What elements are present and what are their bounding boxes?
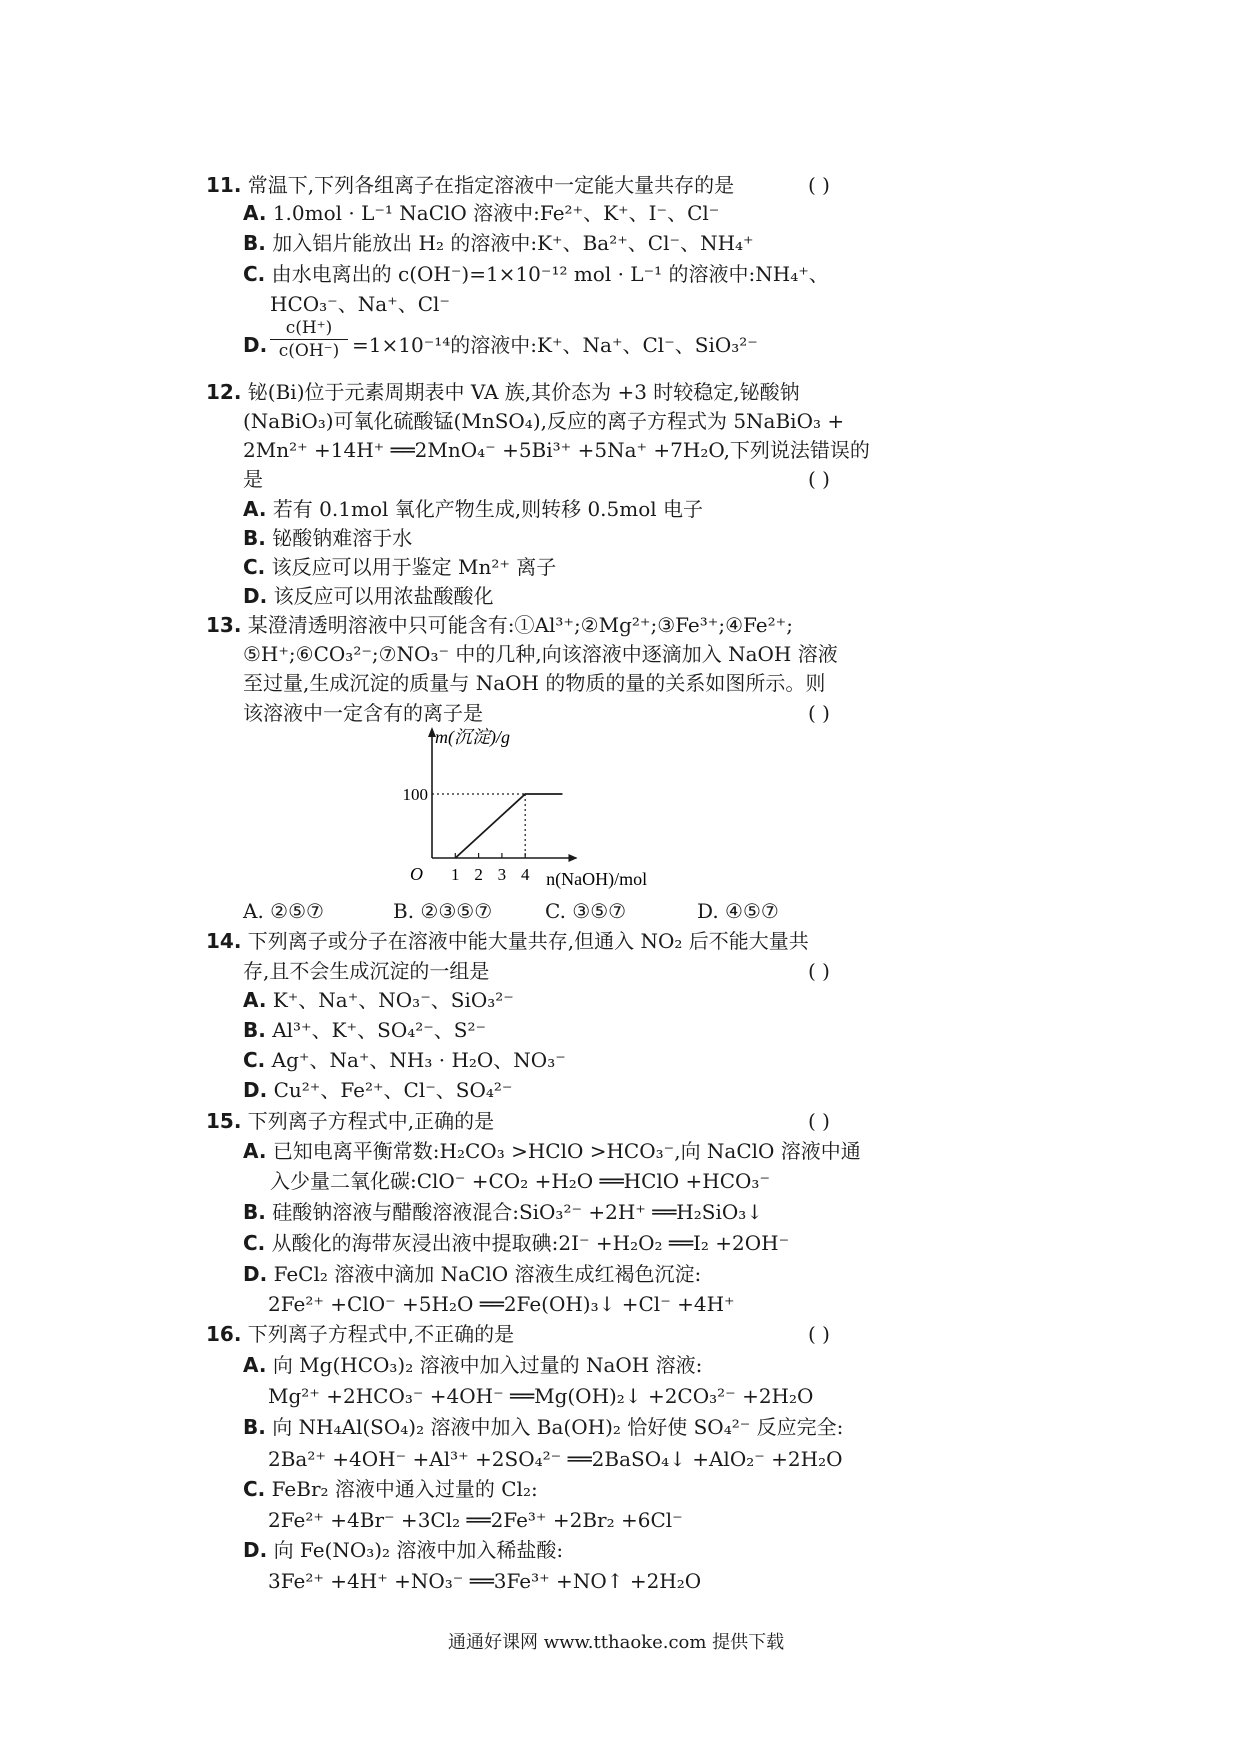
q16-option-a: A. 向 Mg(HCO₃)₂ 溶液中加入过量的 NaOH 溶液: xyxy=(243,1353,703,1377)
y-tick-label: 100 xyxy=(402,785,428,804)
q15-option-d-equation: 2Fe²⁺ +ClO⁻ +5H₂O ══2Fe(OH)₃↓ +Cl⁻ +4H⁺ xyxy=(268,1292,735,1316)
q16-option-d-equation: 3Fe²⁺ +4H⁺ +NO₃⁻ ══3Fe³⁺ +NO↑ +2H₂O xyxy=(268,1569,702,1593)
q11-stem xyxy=(206,172,734,198)
x-tick-label: 4 xyxy=(520,865,530,884)
x-axis-arrow xyxy=(568,854,577,862)
q16-option-a-equation: Mg²⁺ +2HCO₃⁻ +4OH⁻ ══Mg(OH)₂↓ +2CO₃²⁻ +2H₂O xyxy=(268,1384,814,1408)
q11-option-c: C. 由水电离出的 c(OH⁻)=1×10⁻¹² mol · L⁻¹ 的溶液中:NH₄⁺、 xyxy=(243,262,829,286)
fraction-bar xyxy=(270,339,348,340)
q15-option-d: D. FeCl₂ 溶液中滴加 NaClO 溶液生成红褐色沉淀: xyxy=(243,1262,702,1286)
q15-answer-paren: ( ) xyxy=(808,1109,830,1133)
q11-number: 11. xyxy=(206,173,242,197)
q11-stem-text: 常温下,下列各组离子在指定溶液中一定能大量共存的是 xyxy=(247,173,735,197)
q16-number: 16. xyxy=(206,1322,242,1346)
q13-line-3: 至过量,生成沉淀的质量与 NaOH 的物质的量的关系如图所示。则 xyxy=(243,671,826,695)
q11-option-b: B. 加入铝片能放出 H₂ 的溶液中:K⁺、Ba²⁺、Cl⁻、NH₄⁺ xyxy=(243,231,754,255)
q12-answer-paren: ( ) xyxy=(808,467,830,491)
q13-line-4: 该溶液中一定含有的离子是 xyxy=(243,701,483,725)
q16-option-c-equation: 2Fe²⁺ +4Br⁻ +3Cl₂ ══2Fe³⁺ +2Br₂ +6Cl⁻ xyxy=(268,1508,683,1532)
q13-number: 13. xyxy=(206,613,242,637)
q15-stem: 15. 下列离子方程式中,正确的是 xyxy=(206,1109,495,1133)
q12-option-a: A. 若有 0.1mol 氧化产物生成,则转移 0.5mol 电子 xyxy=(243,497,704,521)
q15-option-b: B. 硅酸钠溶液与醋酸溶液混合:SiO₃²⁻ +2H⁺ ══H₂SiO₃↓ xyxy=(243,1200,764,1224)
fraction-numerator: c(H⁺) xyxy=(285,318,333,338)
q14-option-a: A. K⁺、Na⁺、NO₃⁻、SiO₃²⁻ xyxy=(243,988,514,1012)
q15-option-a: A. 已知电离平衡常数:H₂CO₃ >HClO >HCO₃⁻,向 NaClO 溶液中通 xyxy=(243,1139,861,1163)
q16-stem: 16. 下列离子方程式中,不正确的是 xyxy=(206,1322,515,1346)
q11-option-d-fraction xyxy=(270,318,348,361)
q13-answer-paren: ( ) xyxy=(808,701,830,725)
q16-option-b-equation: 2Ba²⁺ +4OH⁻ +Al³⁺ +2SO₄²⁻ ══2BaSO₄↓ +AlO₂⁻ +2H₂O xyxy=(268,1447,843,1471)
q12-number: 12. xyxy=(206,380,242,404)
q14-line-2: 存,且不会生成沉淀的一组是 xyxy=(243,959,490,983)
origin-label: O xyxy=(410,864,423,884)
q12-option-d: D. 该反应可以用浓盐酸酸化 xyxy=(243,584,494,608)
q16-option-d: D. 向 Fe(NO₃)₂ 溶液中加入稀盐酸: xyxy=(243,1538,564,1562)
q11-option-d-rest: =1×10⁻¹⁴的溶液中:K⁺、Na⁺、Cl⁻、SiO₃²⁻ xyxy=(352,333,758,357)
q14-line-1: 14. 下列离子或分子在溶液中能大量共存,但通入 NO₂ 后不能大量共 xyxy=(206,929,809,953)
q12-option-b: B. 铋酸钠难溶于水 xyxy=(243,526,413,550)
q13-line-2: ⑤H⁺;⑥CO₃²⁻;⑦NO₃⁻ 中的几种,向该溶液中逐滴加入 NaOH 溶液 xyxy=(243,642,838,666)
q16-option-c: C. FeBr₂ 溶液中通入过量的 Cl₂: xyxy=(243,1477,538,1501)
x-tick-label: 1 xyxy=(451,865,460,884)
footer-source: 通通好课网 www.tthaoke.com 提供下载 xyxy=(448,1632,785,1653)
x-axis-label: n(NaOH)/mol xyxy=(546,869,648,889)
q11-option-c-cont: HCO₃⁻、Na⁺、Cl⁻ xyxy=(270,292,450,316)
q14-option-c: C. Ag⁺、Na⁺、NH₃ · H₂O、NO₃⁻ xyxy=(243,1048,566,1072)
fraction-denominator: c(OH⁻) xyxy=(278,341,340,361)
q12-option-c: C. 该反应可以用于鉴定 Mn²⁺ 离子 xyxy=(243,555,557,579)
precipitate-mass-line xyxy=(455,794,562,858)
q14-option-b: B. Al³⁺、K⁺、SO₄²⁻、S²⁻ xyxy=(243,1018,487,1042)
x-tick-label: 2 xyxy=(474,865,483,884)
q16-answer-paren: ( ) xyxy=(808,1322,830,1346)
q13-option-d: D. ④⑤⑦ xyxy=(697,899,779,923)
q16-option-b: B. 向 NH₄Al(SO₄)₂ 溶液中加入 Ba(OH)₂ 恰好使 SO₄²⁻ 反应完全: xyxy=(243,1415,844,1439)
q14-answer-paren: ( ) xyxy=(808,959,830,983)
q15-option-a-cont: 入少量二氧化碳:ClO⁻ +CO₂ +H₂O ══HClO +HCO₃⁻ xyxy=(270,1169,770,1193)
q12-line-2: (NaBiO₃)可氧化硫酸锰(MnSO₄),反应的离子方程式为 5NaBiO₃ + xyxy=(243,409,845,433)
q12-line-1: 12. 铋(Bi)位于元素周期表中 VA 族,其价态为 +3 时较稳定,铋酸钠 xyxy=(206,380,800,404)
y-axis-label: m(沉淀)/g xyxy=(435,727,510,747)
q13-line-1: 13. 某澄清透明溶液中只可能含有:①Al³⁺;②Mg²⁺;③Fe³⁺;④Fe²⁺; xyxy=(206,613,793,637)
q11-answer-paren: ( ) xyxy=(808,173,830,197)
q15-number: 15. xyxy=(206,1109,242,1133)
x-tick-label: 3 xyxy=(497,865,507,884)
q12-line-3: 2Mn²⁺ +14H⁺ ══2MnO₄⁻ +5Bi³⁺ +5Na⁺ +7H₂O,下列说法错误的 xyxy=(243,438,870,462)
q12-line-4: 是 xyxy=(243,467,263,491)
q13-option-a: A. ②⑤⑦ xyxy=(243,899,324,923)
q15-option-c: C. 从酸化的海带灰浸出液中提取碘:2I⁻ +H₂O₂ ══I₂ +2OH⁻ xyxy=(243,1231,790,1255)
q11-option-d-label: D. xyxy=(243,333,268,357)
q14-option-d: D. Cu²⁺、Fe²⁺、Cl⁻、SO₄²⁻ xyxy=(243,1078,513,1102)
precipitate-chart xyxy=(395,725,695,895)
q11-option-a: A. 1.0mol · L⁻¹ NaClO 溶液中:Fe²⁺、K⁺、I⁻、Cl⁻ xyxy=(243,201,720,225)
q13-option-b: B. ②③⑤⑦ xyxy=(393,899,493,923)
q14-number: 14. xyxy=(206,929,242,953)
q13-option-c: C. ③⑤⑦ xyxy=(545,899,627,923)
